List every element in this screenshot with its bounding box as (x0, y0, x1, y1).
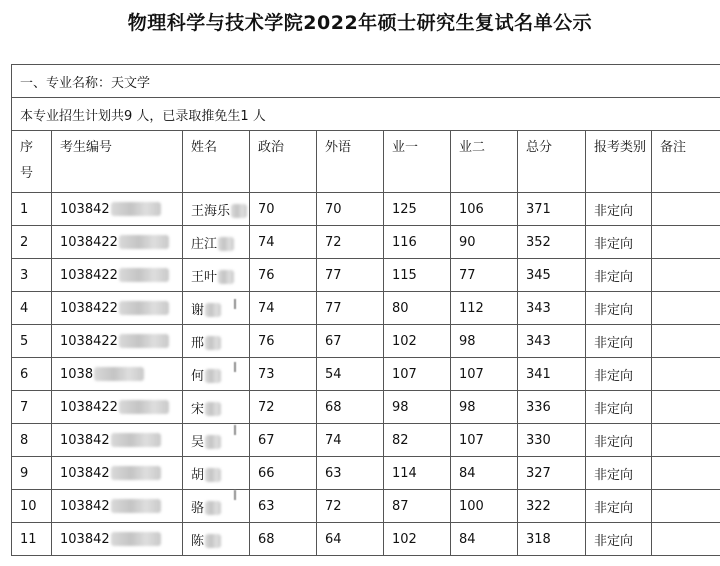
cell-exam-id (52, 490, 183, 523)
cell-subject1-text: 102 (392, 531, 417, 547)
cell-politics-text: 73 (258, 366, 275, 382)
cell-no (12, 325, 52, 358)
col-header-exam-id: 考生编号 (52, 131, 183, 193)
cell-total-text: 341 (526, 366, 551, 382)
cell-name-text: 王叶 (191, 269, 218, 285)
cell-name-text: 陈 (191, 533, 205, 549)
enrollment-plan-line: 本专业招生计划共9 人，已录取推免生1 人 (12, 98, 720, 131)
cell-note (652, 259, 720, 292)
cell-exam-id (52, 193, 183, 226)
cell-exam-id-text: 1038422 (60, 300, 118, 316)
cell-note (652, 325, 720, 358)
cell-exam-id (52, 391, 183, 424)
cell-no-text: 6 (20, 366, 29, 382)
cell-name-text: 骆 (191, 500, 205, 516)
table-row (12, 457, 720, 490)
cell-no (12, 490, 52, 523)
cell-subject1 (384, 193, 451, 226)
cell-category (586, 358, 652, 391)
cell-category (586, 523, 652, 556)
cell-no-text: 7 (20, 399, 29, 415)
table-row (12, 226, 720, 259)
cell-politics (250, 490, 317, 523)
redacted-id-blur (119, 235, 169, 249)
cell-language (317, 292, 384, 325)
cell-category-text: 非定向 (594, 500, 634, 516)
cell-name (183, 424, 250, 457)
cell-language (317, 457, 384, 490)
redacted-id-blur (111, 202, 161, 216)
cell-name (183, 457, 250, 490)
cell-name-text: 庄江 (191, 236, 218, 252)
cell-total-text: 371 (526, 201, 551, 217)
cell-note (652, 226, 720, 259)
cell-politics-text: 63 (258, 498, 275, 514)
cell-total (518, 259, 586, 292)
table-row (12, 424, 720, 457)
cell-language (317, 325, 384, 358)
cell-note (652, 292, 720, 325)
table-row (12, 193, 720, 226)
cell-name (183, 226, 250, 259)
col-header-subject1: 业一 (384, 131, 451, 193)
cell-language (317, 193, 384, 226)
col-header-note: 备注 (652, 131, 720, 193)
cell-no-text: 5 (20, 333, 29, 349)
cell-name (183, 193, 250, 226)
cell-total-text: 343 (526, 300, 551, 316)
redacted-name-blur (205, 501, 221, 515)
cell-total-text: 352 (526, 234, 551, 250)
cell-subject2-text: 84 (459, 465, 476, 481)
cell-total-text: 336 (526, 399, 551, 415)
cell-subject1-text: 98 (392, 399, 409, 415)
redacted-id-blur (119, 400, 169, 414)
cell-subject2-text: 106 (459, 201, 484, 217)
cell-subject1-text: 87 (392, 498, 409, 514)
cell-name (183, 325, 250, 358)
cell-category-text: 非定向 (594, 368, 634, 384)
cell-total (518, 424, 586, 457)
cell-subject2-text: 107 (459, 366, 484, 382)
major-name-line: 一、专业名称：天文学 (12, 65, 720, 98)
cell-category-text: 非定向 (594, 434, 634, 450)
cell-exam-id-text: 103842 (60, 498, 110, 514)
cell-language-text: 68 (325, 399, 342, 415)
cell-subject1 (384, 523, 451, 556)
cell-name-text: 胡 (191, 467, 205, 483)
cell-category (586, 424, 652, 457)
cell-language (317, 259, 384, 292)
cell-category (586, 292, 652, 325)
cell-total (518, 358, 586, 391)
scan-mark (234, 362, 236, 372)
cell-politics-text: 76 (258, 333, 275, 349)
cell-name-text: 吴 (191, 434, 205, 450)
cell-category (586, 259, 652, 292)
cell-language (317, 523, 384, 556)
cell-exam-id-text: 1038422 (60, 267, 118, 283)
cell-subject1 (384, 292, 451, 325)
cell-subject2 (451, 424, 518, 457)
table-row (12, 523, 720, 556)
cell-subject1-text: 107 (392, 366, 417, 382)
cell-subject2-text: 100 (459, 498, 484, 514)
cell-subject2 (451, 391, 518, 424)
cell-name (183, 259, 250, 292)
cell-exam-id-text: 103842 (60, 531, 110, 547)
cell-no (12, 226, 52, 259)
cell-language-text: 63 (325, 465, 342, 481)
cell-name (183, 292, 250, 325)
redacted-id-blur (111, 532, 161, 546)
redacted-id-blur (94, 367, 144, 381)
cell-note (652, 358, 720, 391)
cell-category-text: 非定向 (594, 302, 634, 318)
cell-total-text: 343 (526, 333, 551, 349)
table-row (12, 358, 720, 391)
cell-subject2-text: 112 (459, 300, 484, 316)
cell-subject2-text: 98 (459, 333, 476, 349)
redacted-id-blur (111, 466, 161, 480)
cell-exam-id (52, 358, 183, 391)
cell-subject2 (451, 325, 518, 358)
redacted-name-blur (205, 336, 221, 350)
redacted-name-blur (231, 204, 247, 218)
table-row (12, 259, 720, 292)
cell-name-text: 宋 (191, 401, 205, 417)
cell-no-text: 9 (20, 465, 29, 481)
cell-subject2 (451, 490, 518, 523)
cell-exam-id-text: 103842 (60, 465, 110, 481)
cell-subject1 (384, 325, 451, 358)
cell-exam-id (52, 259, 183, 292)
cell-subject1 (384, 226, 451, 259)
cell-category (586, 391, 652, 424)
cell-total-text: 318 (526, 531, 551, 547)
redacted-id-blur (111, 499, 161, 513)
redacted-name-blur (218, 270, 234, 284)
table-row (12, 292, 720, 325)
cell-subject2 (451, 523, 518, 556)
cell-note (652, 490, 720, 523)
cell-no (12, 259, 52, 292)
cell-total-text: 327 (526, 465, 551, 481)
cell-exam-id-text: 1038 (60, 366, 94, 382)
cell-category-text: 非定向 (594, 335, 634, 351)
cell-language-text: 67 (325, 333, 342, 349)
cell-subject2-text: 107 (459, 432, 484, 448)
cell-no (12, 358, 52, 391)
cell-subject2-text: 77 (459, 267, 476, 283)
cell-no-text: 8 (20, 432, 29, 448)
cell-language-text: 54 (325, 366, 342, 382)
cell-total (518, 292, 586, 325)
col-header-politics: 政治 (250, 131, 317, 193)
cell-total-text: 345 (526, 267, 551, 283)
cell-subject2-text: 98 (459, 399, 476, 415)
cell-politics (250, 523, 317, 556)
scan-mark (234, 299, 236, 309)
redacted-id-blur (111, 433, 161, 447)
cell-subject1-text: 115 (392, 267, 417, 283)
cell-exam-id (52, 226, 183, 259)
cell-subject1 (384, 259, 451, 292)
cell-language-text: 77 (325, 267, 342, 283)
col-header-name: 姓名 (183, 131, 250, 193)
cell-politics-text: 72 (258, 399, 275, 415)
cell-exam-id-text: 103842 (60, 432, 110, 448)
cell-exam-id (52, 523, 183, 556)
cell-category (586, 490, 652, 523)
cell-subject2 (451, 292, 518, 325)
cell-total (518, 226, 586, 259)
cell-name-text: 王海乐 (191, 203, 231, 219)
cell-subject1-text: 125 (392, 201, 417, 217)
cell-language (317, 424, 384, 457)
redacted-name-blur (218, 237, 234, 251)
cell-politics (250, 358, 317, 391)
cell-category (586, 457, 652, 490)
cell-total-text: 330 (526, 432, 551, 448)
redacted-name-blur (205, 303, 221, 317)
cell-politics-text: 67 (258, 432, 275, 448)
cell-politics-text: 68 (258, 531, 275, 547)
page-title: 物理科学与技术学院2022年硕士研究生复试名单公示 (127, 12, 593, 34)
col-header-category: 报考类别 (586, 131, 652, 193)
col-header-total: 总分 (518, 131, 586, 193)
cell-subject1-text: 116 (392, 234, 417, 250)
cell-language-text: 77 (325, 300, 342, 316)
cell-subject1-text: 82 (392, 432, 409, 448)
redacted-name-blur (205, 468, 221, 482)
col-header-subject2: 业二 (451, 131, 518, 193)
cell-language-text: 72 (325, 498, 342, 514)
cell-subject1 (384, 424, 451, 457)
cell-politics (250, 226, 317, 259)
cell-total (518, 325, 586, 358)
cell-politics (250, 391, 317, 424)
cell-politics-text: 76 (258, 267, 275, 283)
cell-politics (250, 424, 317, 457)
cell-language (317, 391, 384, 424)
cell-language-text: 70 (325, 201, 342, 217)
col-header-no (12, 131, 52, 193)
cell-exam-id-text: 1038422 (60, 333, 118, 349)
scan-mark (234, 425, 236, 435)
cell-exam-id-text: 1038422 (60, 234, 118, 250)
cell-language (317, 226, 384, 259)
cell-name (183, 391, 250, 424)
cell-subject1 (384, 490, 451, 523)
cell-subject1 (384, 457, 451, 490)
cell-no-text: 11 (20, 531, 37, 547)
cell-name (183, 358, 250, 391)
cell-politics (250, 259, 317, 292)
redacted-id-blur (119, 268, 169, 282)
cell-subject1 (384, 391, 451, 424)
redacted-name-blur (205, 435, 221, 449)
cell-language-text: 74 (325, 432, 342, 448)
cell-no-text: 3 (20, 267, 29, 283)
table-header-row (12, 131, 720, 193)
cell-note (652, 457, 720, 490)
cell-subject1-text: 102 (392, 333, 417, 349)
cell-subject1 (384, 358, 451, 391)
cell-politics (250, 292, 317, 325)
cell-total-text: 322 (526, 498, 551, 514)
table-row (12, 325, 720, 358)
redacted-id-blur (119, 334, 169, 348)
cell-politics (250, 457, 317, 490)
cell-category-text: 非定向 (594, 401, 634, 417)
scan-mark (234, 490, 236, 500)
cell-language-text: 64 (325, 531, 342, 547)
cell-name (183, 523, 250, 556)
cell-total (518, 457, 586, 490)
cell-no-text: 2 (20, 234, 29, 250)
cell-no (12, 457, 52, 490)
cell-subject2 (451, 457, 518, 490)
cell-category (586, 226, 652, 259)
cell-subject1-text: 80 (392, 300, 409, 316)
cell-total (518, 490, 586, 523)
cell-note (652, 424, 720, 457)
redacted-name-blur (205, 534, 221, 548)
cell-category-text: 非定向 (594, 269, 634, 285)
cell-subject1-text: 114 (392, 465, 417, 481)
cell-exam-id-text: 103842 (60, 201, 110, 217)
cell-no-text: 1 (20, 201, 29, 217)
cell-no (12, 523, 52, 556)
table-row (12, 391, 720, 424)
cell-language (317, 358, 384, 391)
cell-exam-id (52, 325, 183, 358)
cell-name (183, 490, 250, 523)
redacted-name-blur (205, 369, 221, 383)
table-row (12, 490, 720, 523)
cell-no (12, 292, 52, 325)
cell-politics (250, 193, 317, 226)
cell-language-text: 72 (325, 234, 342, 250)
cell-subject2 (451, 193, 518, 226)
cell-note (652, 523, 720, 556)
cell-name-text: 何 (191, 368, 205, 384)
cell-total (518, 523, 586, 556)
cell-category-text: 非定向 (594, 467, 634, 483)
cell-note (652, 391, 720, 424)
cell-exam-id (52, 457, 183, 490)
cell-category-text: 非定向 (594, 203, 634, 219)
cell-category-text: 非定向 (594, 533, 634, 549)
candidate-table (11, 64, 720, 556)
cell-politics-text: 70 (258, 201, 275, 217)
cell-subject2 (451, 226, 518, 259)
cell-no-text: 10 (20, 498, 37, 514)
cell-no-text: 4 (20, 300, 29, 316)
cell-subject2 (451, 259, 518, 292)
cell-no (12, 424, 52, 457)
cell-politics-text: 74 (258, 300, 275, 316)
cell-exam-id-text: 1038422 (60, 399, 118, 415)
cell-total (518, 391, 586, 424)
redacted-name-blur (205, 402, 221, 416)
cell-politics-text: 74 (258, 234, 275, 250)
cell-exam-id (52, 424, 183, 457)
cell-total (518, 193, 586, 226)
cell-no (12, 193, 52, 226)
cell-note (652, 193, 720, 226)
cell-no (12, 391, 52, 424)
cell-subject2-text: 84 (459, 531, 476, 547)
cell-subject2-text: 90 (459, 234, 476, 250)
cell-category (586, 193, 652, 226)
col-header-no-text: 序号 (20, 140, 34, 181)
cell-subject2 (451, 358, 518, 391)
cell-category-text: 非定向 (594, 236, 634, 252)
cell-name-text: 邢 (191, 335, 205, 351)
cell-name-text: 谢 (191, 302, 205, 318)
cell-category (586, 325, 652, 358)
cell-language (317, 490, 384, 523)
cell-politics (250, 325, 317, 358)
cell-politics-text: 66 (258, 465, 275, 481)
col-header-language: 外语 (317, 131, 384, 193)
cell-exam-id (52, 292, 183, 325)
redacted-id-blur (119, 301, 169, 315)
